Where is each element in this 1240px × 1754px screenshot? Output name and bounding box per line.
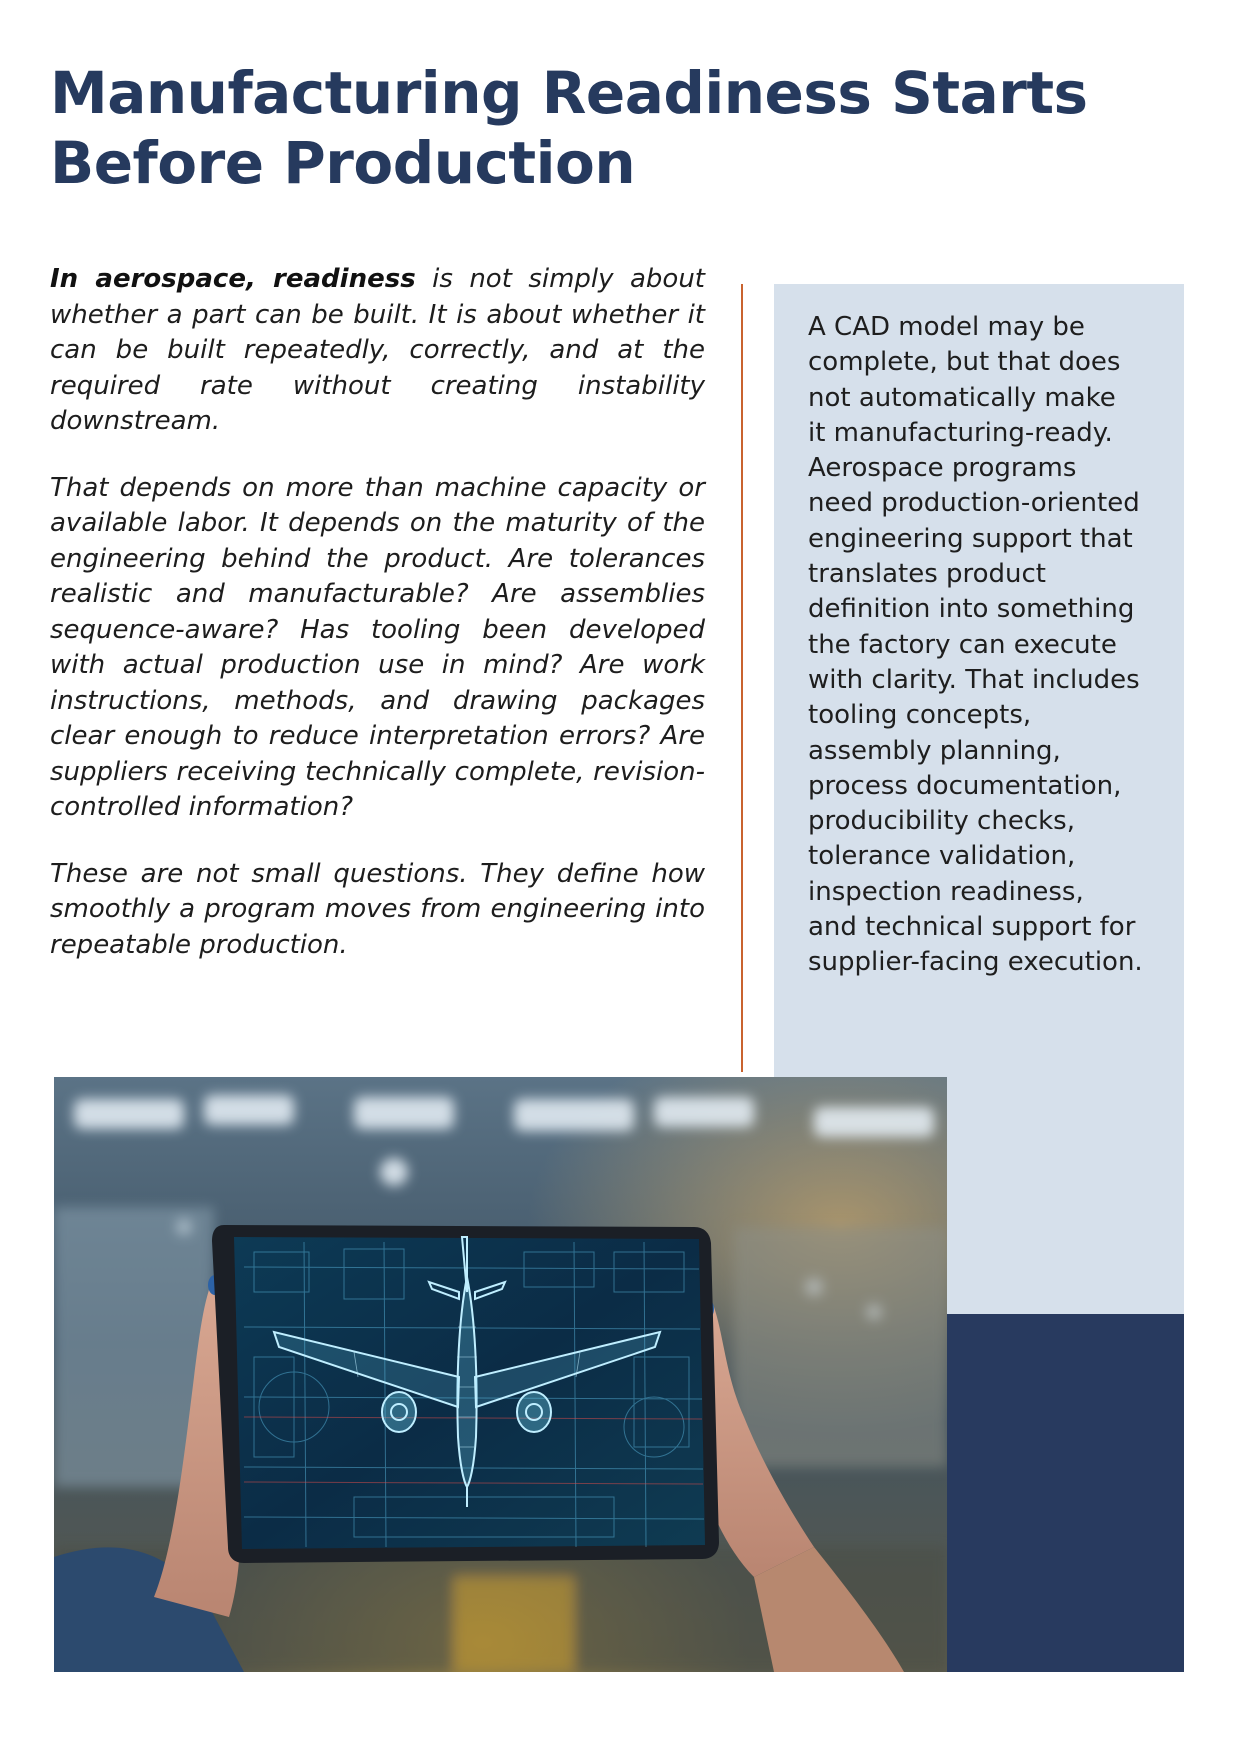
title-line-2: Before Production: [50, 129, 636, 197]
intro-column: [50, 262, 705, 994]
sidebar-line: Aerospace programs: [808, 453, 1077, 484]
lead-in: In aerospace, readiness: [50, 264, 416, 294]
sidebar-line: complete, but that does: [808, 347, 1121, 378]
sidebar-line: it manufacturing-ready.: [808, 417, 1113, 448]
title-line-1: Manufacturing Readiness Starts: [50, 59, 1088, 127]
sidebar-line: supplier-facing execution.: [808, 947, 1143, 978]
sidebar-line: tolerance validation,: [808, 841, 1076, 872]
intro-paragraph-3: These are not small questions. They define how smoothly a program moves from engineering into repeatable production.: [50, 858, 705, 960]
intro-paragraph-1-text: is not simply about whether a part can be built. It is about whether it can be built repeatedly, correctly, and at the required rate without creating instability downstream.: [50, 264, 705, 436]
intro-paragraph-2: That depends on more than machine capacity or available labor. It depends on the maturity of the engineering behind the product. Are tolerances realistic and manufacturable? Are assemblies sequence-aware? Has tooling been developed with actual production use in mind? Are work instructions, methods, and drawing packages clear enough to reduce interpretation errors? Are suppliers receiving technically complete, revision-controlled information?: [50, 472, 705, 822]
tablet-blueprint-illustration: [54, 1077, 947, 1672]
sidebar-line: the factory can execute: [808, 629, 1117, 660]
sidebar-line: A CAD model may be: [808, 312, 1085, 342]
sidebar-line: not automatically make: [808, 382, 1116, 413]
sidebar-line: tooling concepts,: [808, 700, 1032, 731]
column-divider: [741, 284, 743, 1072]
tablet: [212, 1225, 719, 1563]
sidebar-line: assembly planning,: [808, 735, 1061, 766]
sidebar-line: process documentation,: [808, 770, 1122, 801]
sidebar-line: definition into something: [808, 594, 1135, 625]
sidebar-line: inspection readiness,: [808, 876, 1084, 907]
sidebar-line: translates product: [808, 559, 1046, 590]
sidebar-line: and technical support for: [808, 912, 1136, 943]
intro-paragraph-1: [50, 262, 705, 440]
sidebar-line: with clarity. That includes: [808, 664, 1140, 695]
aircraft-blueprint-photo: [54, 1077, 947, 1672]
sidebar-text: [808, 310, 1178, 981]
sidebar-line: engineering support that: [808, 523, 1133, 554]
sidebar-line: need production-oriented: [808, 488, 1140, 519]
page-title: [50, 58, 1150, 198]
sidebar-line: producibility checks,: [808, 806, 1075, 837]
